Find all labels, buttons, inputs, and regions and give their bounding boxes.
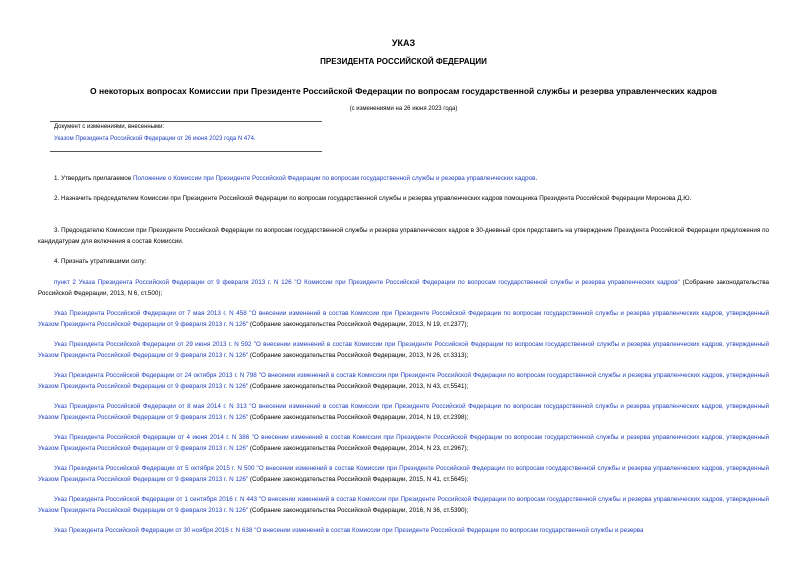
regulation-link[interactable]: Положение о Комиссии при Президенте Российской Федерации по вопросам государственной службы и резерва управленческих кадров: [132, 175, 536, 182]
issuer-title: ПРЕЗИДЕНТА РОССИЙСКОЙ ФЕДЕРАЦИИ: [320, 57, 487, 66]
box-bottom-rule: [50, 151, 322, 152]
item-3: [38, 225, 769, 247]
revision-note: (с изменениями на 26 июня 2023 года): [349, 106, 458, 112]
changes-link[interactable]: Указом Президента Российской Федерации от 26 июня 2023 года N 474.: [54, 136, 256, 142]
repealed-link[interactable]: Указ Президента Российской Федерации от 7 мая 2013 г. N 458 "О внесении изменений в состав Комиссии при Президенте Российской Федерации по вопросам государственной службы и резерва управленческих кадров, утвержденный Указом Президента Российской Федерации от 9 февраля 2013 г. N 126": [38, 310, 769, 328]
repealed-link[interactable]: Указ Президента Российской Федерации от 4 июня 2014 г. N 386 "О внесении изменений в состав Комиссии при Президенте Российской Федерации по вопросам государственной службы и резерва управленческих кадров, утвержденный Указом Президента Российской Федерации от 9 февраля 2013 г. N 126": [38, 434, 769, 452]
repealed-item: Указ Президента Российской Федерации от 1 сентября 2016 г. N 443 "О внесении изменений в состав Комиссии при Президенте Российской Федерации по вопросам государственной службы и резерва управленческих кадров, утвержденный Указом Президента Российской Федерации от 9 февраля 2013 г. N 126" (Собрание законодательства Российской Федерации, 2016, N 36, ст.5390);: [38, 496, 769, 514]
item-1-text: 1. Утвердить прилагаемое: [54, 175, 133, 182]
repealed-link[interactable]: Указ Президента Российской Федерации от 30 ноября 2016 г. N 638 "О внесении изменений в состав Комиссии при Президенте Российской Федерации по вопросам государственной службы и резерва: [54, 527, 644, 534]
repealed-link[interactable]: Указ Президента Российской Федерации от 29 июня 2013 г. N 592 "О внесении изменений в состав Комиссии при Президенте Российской Федерации по вопросам государственной службы и резерва управленческих кадров, утвержденный Указом Президента Российской Федерации от 9 февраля 2013 г. N 126": [38, 341, 769, 359]
repealed-item: Указ Президента Российской Федерации от 24 октября 2013 г. N 798 "О внесении изменений в состав Комиссии при Президенте Российской Федерации по вопросам государственной службы и резерва управленческих кадров, утвержденный Указом Президента Российской Федерации от 9 февраля 2013 г. N 126" (Собрание законодательства Российской Федерации, 2013, N 43, ст.5541);: [38, 372, 769, 390]
item-2: [38, 193, 769, 204]
item-4: [38, 256, 769, 267]
repealed-link[interactable]: Указ Президента Российской Федерации от 5 октября 2015 г. N 500 "О внесении изменений в состав Комиссии при Президенте Российской Федерации по вопросам государственной службы и резерва управленческих кадров, утвержденный Указом Президента Российской Федерации от 9 февраля 2013 г. N 126": [38, 465, 769, 483]
repealed-item: [38, 525, 769, 547]
box-top-rule: [50, 121, 322, 122]
repealed-item: Указ Президента Российской Федерации от 29 июня 2013 г. N 592 "О внесении изменений в состав Комиссии при Президенте Российской Федерации по вопросам государственной службы и резерва управленческих кадров, утвержденный Указом Президента Российской Федерации от 9 февраля 2013 г. N 126" (Собрание законодательства Российской Федерации, 2013, N 26, ст.3313);: [38, 341, 769, 359]
repealed-item: Указ Президента Российской Федерации от 7 мая 2013 г. N 458 "О внесении изменений в состав Комиссии при Президенте Российской Федерации по вопросам государственной службы и резерва управленческих кадров, утвержденный Указом Президента Российской Федерации от 9 февраля 2013 г. N 126" (Собрание законодательства Российской Федерации, 2013, N 19, ст.2377);: [38, 310, 769, 328]
repealed-item: Указ Президента Российской Федерации от 5 октября 2015 г. N 500 "О внесении изменений в состав Комиссии при Президенте Российской Федерации по вопросам государственной службы и резерва управленческих кадров, утвержденный Указом Президента Российской Федерации от 9 февраля 2013 г. N 126" (Собрание законодательства Российской Федерации, 2015, N 41, ст.5645);: [38, 465, 769, 483]
item-2-text: 2. Назначить председателем Комиссии при Президенте Российской Федерации по вопросам государственной службы и резерва управленческих кадров помощника Президента Российской Федерации Миронова Д.Ю.: [54, 195, 692, 202]
changes-label: Документ с изменениями, внесенными:: [54, 124, 165, 130]
repealed-link[interactable]: пункт 2 Указа Президента Российской Федерации от 9 февраля 2013 г. N 126 "О Комиссии при Президенте Российской Федерации по вопросам государственной службы и резерва управленческих кадров": [54, 279, 680, 286]
item-4-text: 4. Признать утратившими силу:: [54, 258, 147, 265]
repealed-link[interactable]: Указ Президента Российской Федерации от 8 мая 2014 г. N 313 "О внесении изменений в состав Комиссии при Президенте Российской Федерации по вопросам государственной службы и резерва управленческих кадров, утвержденный Указом Президента Российской Федерации от 9 февраля 2013 г. N 126": [38, 403, 769, 421]
repealed-link[interactable]: Указ Президента Российской Федерации от 1 сентября 2016 г. N 443 "О внесении изменений в состав Комиссии при Президенте Российской Федерации по вопросам государственной службы и резерва управленческих кадров, утвержденный Указом Президента Российской Федерации от 9 февраля 2013 г. N 126": [38, 496, 769, 514]
repealed-item: пункт 2 Указа Президента Российской Федерации от 9 февраля 2013 г. N 126 "О Комиссии при Президенте Российской Федерации по вопросам государственной службы и резерва управленческих кадров" (Собрание законодательства Российской Федерации, 2013, N 6, ст.500);: [38, 279, 769, 297]
repealed-item: Указ Президента Российской Федерации от 8 мая 2014 г. N 313 "О внесении изменений в состав Комиссии при Президенте Российской Федерации по вопросам государственной службы и резерва управленческих кадров, утвержденный Указом Президента Российской Федерации от 9 февраля 2013 г. N 126" (Собрание законодательства Российской Федерации, 2014, N 19, ст.2398);: [38, 403, 769, 421]
repealed-link[interactable]: Указ Президента Российской Федерации от 24 октября 2013 г. N 798 "О внесении изменений в состав Комиссии при Президенте Российской Федерации по вопросам государственной службы и резерва управленческих кадров, утвержденный Указом Президента Российской Федерации от 9 февраля 2013 г. N 126": [38, 372, 769, 390]
subject-title: О некоторых вопросах Комиссии при Президенте Российской Федерации по вопросам государственной службы и резерва управленческих кадров: [89, 86, 717, 96]
doc-type-title: УКАЗ: [391, 38, 416, 48]
repealed-item: Указ Президента Российской Федерации от 4 июня 2014 г. N 386 "О внесении изменений в состав Комиссии при Президенте Российской Федерации по вопросам государственной службы и резерва управленческих кадров, утвержденный Указом Президента Российской Федерации от 9 февраля 2013 г. N 126" (Собрание законодательства Российской Федерации, 2014, N 23, ст.2967);: [38, 434, 769, 452]
item-3-text: 3. Председателю Комиссии при Президенте Российской Федерации по вопросам государственной службы и резерва управленческих кадров в 30-дневный срок представить на утверждение Президента Российской Федерации предложения по кандидатурам для включения в состав Комиссии.: [38, 227, 769, 245]
item-1: 1. Утвердить прилагаемое Положение о Комиссии при Президенте Российской Федерации по вопросам государственной службы и резерва управленческих кадров.: [54, 175, 538, 182]
